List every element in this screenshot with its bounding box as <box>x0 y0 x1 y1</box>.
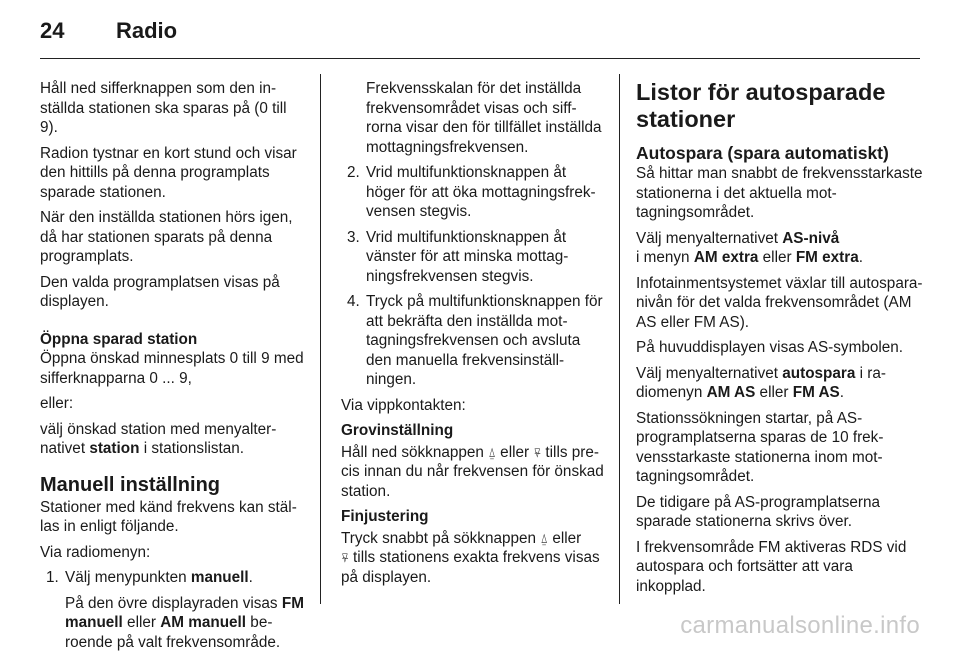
section-heading-autostore-lists: Listor för autosparade stationer <box>636 79 886 132</box>
subheading-coarse: Grovinställning <box>341 422 454 439</box>
menu-term: station <box>89 440 140 457</box>
list-item: 2. Vrid multifunktionsknappen åt höger för att öka mottagningsfrekvensen stegvis. <box>347 164 596 220</box>
column-divider-2 <box>619 74 620 604</box>
page-header <box>40 18 177 44</box>
section-heading-manual: Manuell inställning <box>40 473 221 496</box>
subheading-open-station: Öppna sparad station <box>40 330 198 348</box>
subheading-autostore: Autospara (spara automatiskt) <box>636 143 889 163</box>
column-1 <box>40 79 306 658</box>
seek-up-icon: ⍙ <box>540 530 549 546</box>
column-divider-1 <box>320 74 321 604</box>
seek-down-icon: ⍫ <box>533 444 542 460</box>
paragraph: Radion tystnar en kort stund och visar den hittills på denna programplats sparade stationen. <box>40 144 297 201</box>
paragraph: Öppna önskad minnesplats 0 till 9 med sifferknapparna 0 ... 9, <box>40 350 304 387</box>
paragraph: När den inställda stationen hörs igen, då har stationen sparats på denna programplats. <box>40 209 293 265</box>
paragraph: På huvuddisplayen visas AS-symbolen. <box>636 339 903 356</box>
menu-term: manuell <box>190 569 249 586</box>
paragraph: De tidigare på AS-programplatserna sparade stationerna skrivs över. <box>636 493 881 530</box>
paragraph: Via vippkontakten: <box>341 396 466 414</box>
paragraph: På den övre displayraden visas FM manuell eller AM manuell beroende på valt frekvensområde. <box>65 594 304 651</box>
page-number: 24 <box>40 18 65 43</box>
list-item: 3. Vrid multifunktionsknappen åt vänster för att minska mottagningsfrekvensen stegvis. <box>347 228 569 285</box>
list-item: 4. Tryck på multifunktionsknappen för att bekräfta den inställda mottagningsfrekvensen och avsluta den manuella frekvensinställningen. <box>347 293 603 388</box>
seek-down-icon: ⍫ <box>341 550 349 565</box>
paragraph: Tryck snabbt på sökknappen ⍙ eller ⍫ tills stationens exakta frekvens visas på displayen. <box>341 529 600 586</box>
paragraph: Infotainmentsystemet växlar till autospara-nivån för det valda frekvensområdet (AM AS eller FM AS). <box>636 274 923 331</box>
seek-up-icon: ⍙ <box>488 444 496 460</box>
paragraph: Stationer med känd frekvens kan ställas in enligt följande. <box>40 498 297 535</box>
paragraph: Håll ned sökknappen ⍙ eller ⍫ tills precis innan du når frekvensen för önskad station. <box>341 443 604 500</box>
paragraph: Så hittar man snabbt de frekvensstarkaste stationerna i det aktuella mottagningsområdet. <box>636 165 923 221</box>
paragraph: välj önskad station med menyalternativet station i stationslistan. <box>40 420 277 457</box>
paragraph: Stationssökningen startar, på AS-programplatserna sparas de 10 frekvensstarkaste stationerna inom mottagningsområdet. <box>636 409 884 485</box>
header-rule <box>40 58 920 59</box>
page-title: Radio <box>116 18 178 43</box>
paragraph: Frekvensskalan för det inställda frekvensområdet visas och siffrorna visar den för tillfället inställda mottagningsfrekvensen. <box>366 80 602 156</box>
paragraph: Håll ned sifferknappen som den inställda stationen ska sparas på (0 till 9). <box>40 80 287 136</box>
paragraph: eller: <box>40 395 74 412</box>
list-item: 1. Välj menypunkten manuell. <box>46 569 253 586</box>
paragraph: I frekvensområde FM aktiveras RDS vid autospara och fortsätter att vara inkopplad. <box>636 538 907 595</box>
paragraph: Välj menyalternativet autospara i radiomenyn AM AS eller FM AS. <box>636 364 886 401</box>
watermark: carmanualsonline.info <box>680 612 920 639</box>
column-3 <box>636 79 926 602</box>
column-2 <box>341 79 607 593</box>
paragraph: Den valda programplatsen visas på displayen. <box>40 273 280 310</box>
paragraph: Via radiomenyn: <box>40 543 151 561</box>
paragraph: Välj menyalternativet AS-nivå i menyn AM extra eller FM extra. <box>636 229 863 266</box>
subheading-fine: Finjustering <box>341 508 429 525</box>
